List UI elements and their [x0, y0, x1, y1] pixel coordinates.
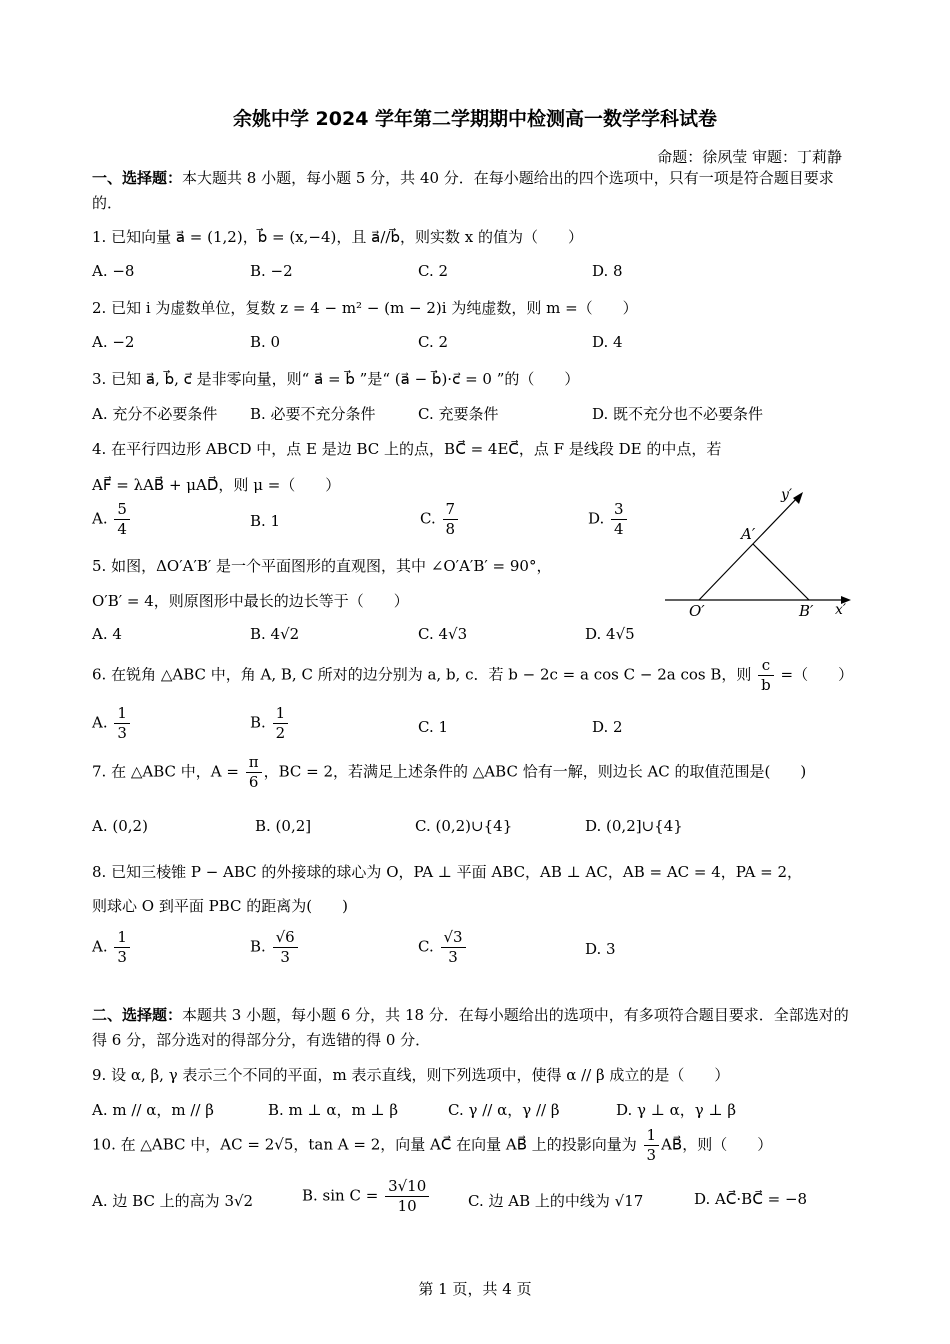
q4-option-c-fraction: $\frac{7}{8}$	[443, 500, 459, 539]
q5-stem-line1: 5. 如图，ΔO′A′B′ 是一个平面图形的直观图，其中 ∠O′A′B′ = 90°，	[92, 557, 552, 575]
section-2-instructions	[92, 1003, 862, 1053]
q10-option-a: A. 边 BC 上的高为 3√2	[92, 1192, 254, 1210]
q9-option-b: B. m ⊥ α，m ⊥ β	[268, 1101, 399, 1119]
y-axis-arrow	[793, 492, 803, 504]
q8-option-a-fraction: $\frac{1}{3}$	[114, 928, 130, 967]
q1-option-b: B. −2	[250, 262, 293, 280]
q1-option-d: D. 8	[592, 262, 623, 280]
q3-stem: 3. 已知 a⃗, b⃗, c⃗ 是非零向量，则“ a⃗ = b⃗ ”是“ (a⃗ − b⃗)·c⃗ = 0 ”的（ ）	[92, 370, 580, 388]
q4-option-d-fraction: $\frac{3}{4}$	[611, 500, 627, 539]
q7-stem-fraction: $\frac{\pi}{6}$	[246, 753, 262, 792]
q6-option-d: D. 2	[592, 718, 623, 736]
q1-option-a: A. −8	[92, 262, 135, 280]
y-axis-line	[699, 496, 799, 600]
q8-option-b-fraction: $\frac{√6}{3}$	[273, 928, 298, 967]
q10-option-d: D. AC⃗·BC⃗ = −8	[694, 1190, 808, 1208]
segment-a-b	[753, 544, 809, 600]
q10-option-c: C. 边 AB 上的中线为 √17	[468, 1192, 644, 1210]
authors-line: 命题：徐夙莹 审题：丁莉静	[657, 148, 842, 166]
q6-option-c: C. 1	[418, 718, 449, 736]
oblique-view-figure	[665, 482, 855, 622]
q7-option-b: B. (0,2]	[255, 817, 312, 835]
section-1-heading: 一、选择题：	[92, 169, 183, 187]
q1-stem: 1. 已知向量 a⃗ = (1,2)，b⃗ = (x,−4)，且 a⃗//b⃗，则实数 x 的值为（ ）	[92, 228, 583, 246]
q4-option-c: C. $\frac{7}{8}$	[420, 500, 460, 539]
y-axis-label: y′	[781, 487, 793, 503]
q4-option-b: B. 1	[250, 512, 281, 530]
q6-stem-fraction: $\frac{c}{b}$	[758, 656, 774, 695]
q9-option-c: C. γ // α，γ // β	[448, 1101, 560, 1119]
section-1-instructions	[92, 166, 862, 216]
q5-option-d: D. 4√5	[585, 625, 635, 643]
section-1-text: 本大题共 8 小题，每小题 5 分，共 40 分．在每小题给出的四个选项中，只有一项是符合题目要求的．	[92, 169, 834, 212]
q6-option-a: A. $\frac{1}{3}$	[92, 704, 132, 743]
q8-option-c: C. $\frac{√3}{3}$	[418, 928, 468, 967]
q3-option-a: A. 充分不必要条件	[92, 405, 218, 423]
q4-stem-line1: 4. 在平行四边形 ABCD 中，点 E 是边 BC 上的点，BC⃗ = 4EC⃗，点 F 是线段 DE 的中点，若	[92, 440, 722, 458]
q2-option-a: A. −2	[92, 333, 135, 351]
q3-option-b: B. 必要不充分条件	[250, 405, 376, 423]
q10-stem-fraction: $\frac{1}{3}$	[644, 1126, 660, 1165]
q5-option-c: C. 4√3	[418, 625, 468, 643]
q10-stem: 10. 在 △ABC 中，AC = 2√5，tan A = 2，向量 AC⃗ 在向量 AB⃗ 上的投影向量为 $\frac{1}{3}$ AB⃗，则（ ）	[92, 1126, 773, 1164]
q6-option-b-fraction: $\frac{1}{2}$	[273, 704, 289, 743]
q9-stem: 9. 设 α, β, γ 表示三个不同的平面，m 表示直线，则下列选项中，使得 α // β 成立的是（ ）	[92, 1066, 730, 1084]
section-2-heading: 二、选择题：	[92, 1006, 183, 1024]
point-o-label: O′	[689, 602, 705, 620]
q6-stem: 6. 在锐角 △ABC 中，角 A, B, C 所对的边分别为 a, b, c．若 b − 2c = a cos C − 2a cos B，则 $\frac{c}{b}$ =（ ）	[92, 656, 854, 694]
point-b-label: B′	[799, 602, 814, 620]
q1-option-c: C. 2	[418, 262, 449, 280]
q9-option-d: D. γ ⊥ α，γ ⊥ β	[616, 1101, 737, 1119]
section-2-text: 本题共 3 小题，每小题 6 分，共 18 分．在每小题给出的选项中，有多项符合题目要求．全部选对的得 6 分，部分选对的得部分分，有选错的得 0 分．	[92, 1006, 849, 1049]
q8-option-a: A. $\frac{1}{3}$	[92, 928, 132, 967]
q7-stem: 7. 在 △ABC 中，A = $\frac{\pi}{6}$ ，BC = 2，若满足上述条件的 △ABC 恰有一解，则边长 AC 的取值范围是( )	[92, 753, 807, 791]
q6-option-b: B. $\frac{1}{2}$	[250, 704, 290, 743]
q4-option-a-fraction: $\frac{5}{4}$	[114, 500, 130, 539]
q4-option-d: D. $\frac{3}{4}$	[588, 500, 629, 539]
q7-option-c: C. (0,2)∪{4}	[415, 817, 513, 835]
q8-option-d: D. 3	[585, 940, 616, 958]
q10-option-b-fraction: $\frac{3√10}{10}$	[385, 1177, 429, 1216]
q8-option-b: B. $\frac{√6}{3}$	[250, 928, 300, 967]
q3-option-d: D. 既不充分也不必要条件	[592, 405, 764, 423]
q5-option-a: A. 4	[92, 625, 122, 643]
q2-option-c: C. 2	[418, 333, 449, 351]
q2-option-d: D. 4	[592, 333, 623, 351]
q5-option-b: B. 4√2	[250, 625, 300, 643]
x-axis-label: x′	[835, 602, 847, 618]
q3-option-c: C. 充要条件	[418, 405, 499, 423]
q8-option-c-fraction: $\frac{√3}{3}$	[441, 928, 466, 967]
q10-option-b: B. sin C = $\frac{3√10}{10}$	[302, 1177, 431, 1216]
q5-stem-line2: O′B′ = 4，则原图形中最长的边长等于（ ）	[92, 592, 409, 610]
q8-stem-line1: 8. 已知三棱锥 P − ABC 的外接球的球心为 O，PA ⊥ 平面 ABC，AB ⊥ AC，AB = AC = 4，PA = 2，	[92, 863, 802, 881]
q7-option-a: A. (0,2)	[92, 817, 148, 835]
q7-option-d: D. (0,2]∪{4}	[585, 817, 683, 835]
q2-option-b: B. 0	[250, 333, 281, 351]
q9-option-a: A. m // α，m // β	[92, 1101, 214, 1119]
page-title: 余姚中学 2024 学年第二学期期中检测高一数学学科试卷	[232, 108, 718, 130]
point-a-label: A′	[741, 525, 756, 543]
q2-stem: 2. 已知 i 为虚数单位，复数 z = 4 − m² − (m − 2)i 为纯虚数，则 m =（ ）	[92, 299, 638, 317]
page-footer: 第 1 页，共 4 页	[418, 1280, 532, 1298]
q4-option-a: A. $\frac{5}{4}$	[92, 500, 132, 539]
q8-stem-line2: 则球心 O 到平面 PBC 的距离为( )	[92, 897, 348, 915]
q4-stem-line2: AF⃗ = λAB⃗ + μAD⃗，则 μ =（ ）	[92, 476, 341, 494]
q6-option-a-fraction: $\frac{1}{3}$	[114, 704, 130, 743]
